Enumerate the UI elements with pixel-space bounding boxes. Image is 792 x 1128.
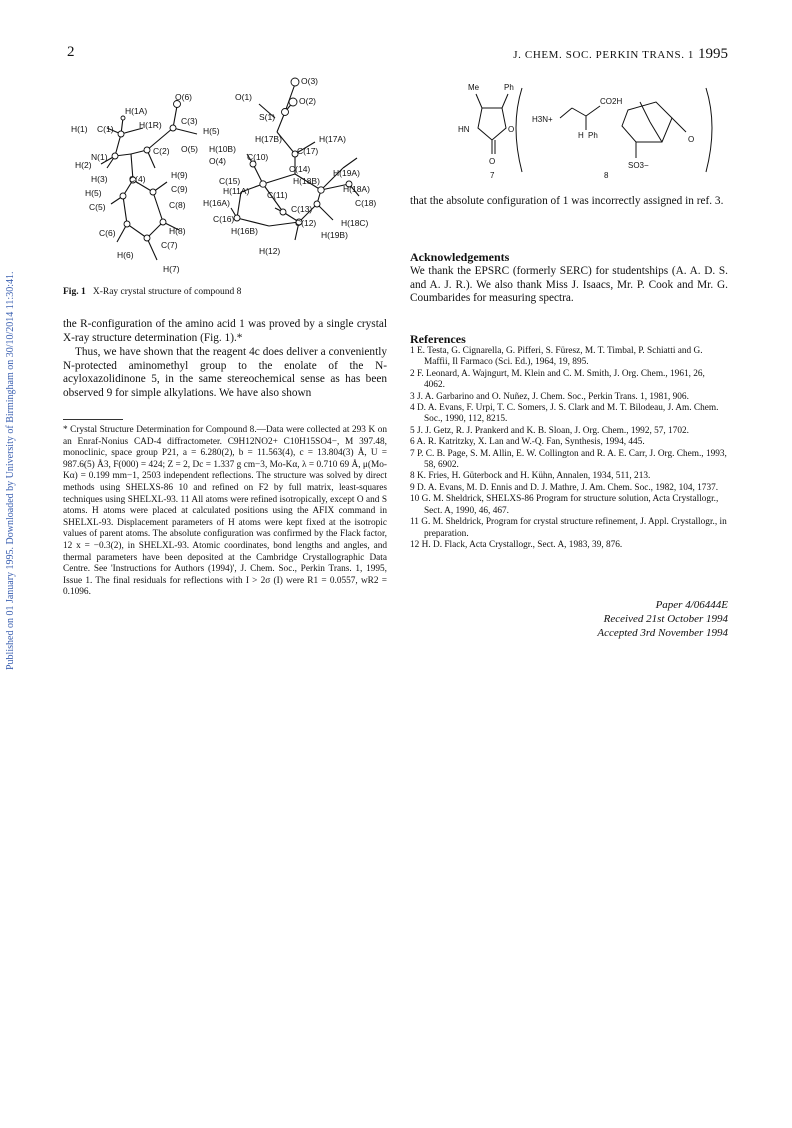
reference-item: 5 J. J. Getz, R. J. Prankerd and K. B. Sloan, J. Org. Chem., 1992, 57, 1702. — [410, 425, 689, 436]
crystal-data-footnote: * Crystal Structure Determination for Compound 8.—Data were collected at 293 K on an Enraf-Nonius CAD-4 diffractometer. C9H12NO2+ C10H15SO4−, M 397.48, monoclinic, space group P21, a = 6.280(2), b = 11.563(4), c = 13.804(3) Å, U = 987.6(5) Å3, F(000) = 424; Z = 2, Dc = 1.337 g cm−3, Mo-Kα, λ = 0.710 69 Å, μ(Mo-Kα) = 0.199 mm−1, 2503 independent reflections. The structure was solved by direct methods using SHELXS-86 10 and refined on F2 by full matrix, least-squares techniques using SHELXL-93. 11 All atoms were refined isotropically, except O and S atoms. H atoms were placed at calculated positions using the AFIX command in SHELXL-93. Displacement parameters of H atoms were kept fixed at the isotropic values of parent atoms. The absolute configuration was confirmed by the Flack factor, 12 x = −0.3(2), in SHELXL-93. Atomic coordinates, bond lengths and angles, and thermal parameters have been deposited at the Cambridge Crystallographic Data Centre. See 'Instructions for Authors (1994)', J. Chem. Soc., Perkin Trans. 1, 1995, Issue 1. The final residuals for reflections with I > 2σ (I) were R1 = 0.0557, wR2 = 0.1096. — [63, 425, 387, 598]
reference-item: 2 F. Leonard, A. Wajngurt, M. Klein and C. M. Smith, J. Org. Chem., 1961, 26, 4062. — [410, 368, 705, 391]
atom-label: H(5) — [85, 188, 102, 198]
structure-8-label: O — [688, 135, 695, 144]
atom-label: H(12) — [259, 246, 281, 256]
atom-label: H(19A) — [333, 168, 360, 178]
reference-item: 7 P. C. B. Page, S. M. Allin, E. W. Collington and R. A. E. Carr, J. Org. Chem., 1993, 58, 6902. — [410, 448, 727, 471]
atom-label: C(9) — [171, 184, 188, 194]
atom-label: C(10) — [247, 152, 269, 162]
reference-item: 12 H. D. Flack, Acta Crystallogr., Sect. A, 1983, 39, 876. — [410, 539, 623, 550]
atom-label: H(19B) — [321, 230, 348, 240]
atom-label: H(18A) — [343, 184, 370, 194]
chemical-structures-diagram — [410, 72, 728, 184]
atom-label: C(7) — [161, 240, 178, 250]
reference-item: 1 E. Testa, G. Cignarella, G. Pifferi, S. Füresz, M. T. Timbal, P. Schiatti and G. Maffii, Il Farmaco (Sci. Ed.), 1964, 19, 895. — [410, 346, 703, 368]
reference-item: 3 J. A. Garbarino and O. Nuñez, J. Chem. Soc., Perkin Trans. 1, 1981, 906. — [410, 391, 689, 402]
atom-label: C(4) — [129, 174, 146, 184]
figure-1-caption-text: X-Ray crystal structure of compound 8 — [92, 287, 242, 297]
atom-label: C(2) — [153, 146, 170, 156]
atom-label: H(17B) — [255, 134, 282, 144]
structure-8-number: 8 — [604, 171, 609, 180]
structure-7-label: HN — [458, 125, 470, 134]
atom-label: O(6) — [175, 92, 192, 102]
accepted-date: Accepted 3rd November 1994 — [597, 627, 728, 639]
references-heading: References — [410, 332, 466, 346]
atom-label: O(4) — [209, 156, 226, 166]
structure-7-label: O — [508, 125, 515, 134]
download-watermark — [3, 240, 19, 670]
atom-label: H(11A) — [223, 186, 250, 196]
structure-8-label: Ph — [588, 131, 598, 140]
atom-label: S(1) — [259, 112, 276, 122]
atom-label: C(18) — [355, 198, 377, 208]
reference-item: 10 G. M. Sheldrick, SHELXS-86 Program for structure solution, Acta Crystallogr., Sect. A, 1990, 46, 467. — [410, 494, 719, 516]
structures-7-8 — [410, 72, 728, 184]
figure-1-crystal-structure — [63, 72, 387, 282]
atom-label: N(1) — [91, 152, 108, 162]
atom-label: H(3) — [91, 174, 108, 184]
atom-label: O(2) — [299, 96, 316, 106]
atom-label: C(13) — [291, 204, 313, 214]
atom-label: C(5) — [89, 202, 106, 212]
figure-1-caption — [63, 287, 241, 297]
atom-label: H(1) — [71, 124, 88, 134]
atom-label: H(8) — [169, 226, 186, 236]
footnote-rule — [63, 419, 123, 420]
atom-label: H(18C) — [341, 218, 369, 228]
atom-label: H(2) — [75, 160, 92, 170]
paper-meta — [597, 598, 728, 640]
acknowledgements-heading: Acknowledgements — [410, 250, 510, 264]
atom-label: C(15) — [219, 176, 241, 186]
paper-number: Paper 4/06444E — [655, 599, 728, 611]
atom-label: C(6) — [99, 228, 116, 238]
atom-label: O(3) — [301, 76, 318, 86]
atom-label: H(1R) — [139, 120, 162, 130]
atom-label: H(7) — [163, 264, 180, 274]
atom-label: H(9) — [171, 170, 188, 180]
running-head — [513, 46, 728, 63]
structure-8-label: H3N+ — [532, 115, 553, 124]
atom-label: C(11) — [267, 190, 288, 200]
body-paragraph-1: the R-configuration of the amino acid 1 was proved by a single crystal X-ray structure determination (Fig. 1).* — [63, 318, 387, 344]
references-list — [410, 346, 728, 551]
atom-label: C(14) — [289, 164, 311, 174]
received-date: Received 21st October 1994 — [603, 613, 728, 625]
reference-item: 6 A. R. Katritzky, X. Lan and W.-Q. Fan, Synthesis, 1994, 445. — [410, 437, 645, 448]
figure-1-caption-label: Fig. 1 — [63, 287, 86, 297]
atom-label: C(16) — [213, 214, 235, 224]
structure-8-label: H — [578, 131, 584, 140]
atom-label: H(18B) — [293, 176, 320, 186]
acknowledgements-text: We thank the EPSRC (formerly SERC) for studentships (A. A. D. S. and A. J. R.). We also thank Miss J. Isaacs, Mr. P. Cook and Mr. G. Coumbarides for measuring spectra. — [410, 265, 728, 305]
structure-7-label: Me — [468, 83, 480, 92]
reference-item: 11 G. M. Sheldrick, Program for crystal structure refinement, J. Appl. Crystallogr., in preparation. — [410, 517, 727, 539]
body-paragraph-2: Thus, we have shown that the reagent 4c does deliver a conveniently N-protected aminomethyl group to the enolate of the N-acyloxazolidinone 5, in the same stereochemical sense as has been observed 9 for simple alkylations. We have also shown — [63, 346, 387, 399]
atom-label: H(5) — [203, 126, 220, 136]
journal-year: 1995 — [698, 46, 728, 62]
atom-label: C(8) — [169, 200, 186, 210]
page-number: 2 — [67, 44, 75, 60]
download-watermark-text[interactable]: Published on 01 January 1995. Downloaded by University of Birmingham on 30/10/2014 11:30:41. — [5, 271, 16, 670]
atom-label: H(10B) — [209, 144, 236, 154]
atom-label: H(17A) — [319, 134, 346, 144]
reference-item: 9 D. A. Evans, M. D. Ennis and D. J. Mathre, J. Am. Chem. Soc., 1982, 104, 1737. — [410, 482, 719, 493]
atom-label: H(1A) — [125, 106, 148, 116]
atom-label: C(1) — [97, 124, 114, 134]
structure-8-label: CO2H — [600, 97, 623, 106]
journal-name: J. CHEM. SOC. PERKIN TRANS. 1 — [513, 49, 694, 61]
atom-label: H(6) — [117, 250, 134, 260]
structure-7-number: 7 — [490, 171, 495, 180]
atom-label: C(3) — [181, 116, 198, 126]
atom-label: O(5) — [181, 144, 198, 154]
atom-label: O(1) — [235, 92, 252, 102]
atom-label: C(12) — [295, 218, 317, 228]
right-body-paragraph: that the absolute configuration of 1 was incorrectly assigned in ref. 3. — [410, 195, 724, 207]
crystal-structure-diagram — [63, 72, 387, 282]
atom-label: H(16A) — [203, 198, 230, 208]
atom-labels — [71, 76, 376, 274]
structure-7-label: O — [489, 157, 496, 166]
reference-item: 8 K. Fries, H. Güterbock and H. Kühn, Annalen, 1934, 511, 213. — [410, 471, 651, 482]
structure-labels — [458, 83, 694, 180]
structure-7-label: Ph — [504, 83, 514, 92]
structure-8-label: SO3− — [628, 161, 649, 170]
atom-label: C(17) — [297, 146, 319, 156]
atom-label: H(16B) — [231, 226, 258, 236]
reference-item: 4 D. A. Evans, F. Urpi, T. C. Somers, J. S. Clark and M. T. Bilodeau, J. Am. Chem. Soc., 1990, 112, 8215. — [410, 403, 719, 425]
